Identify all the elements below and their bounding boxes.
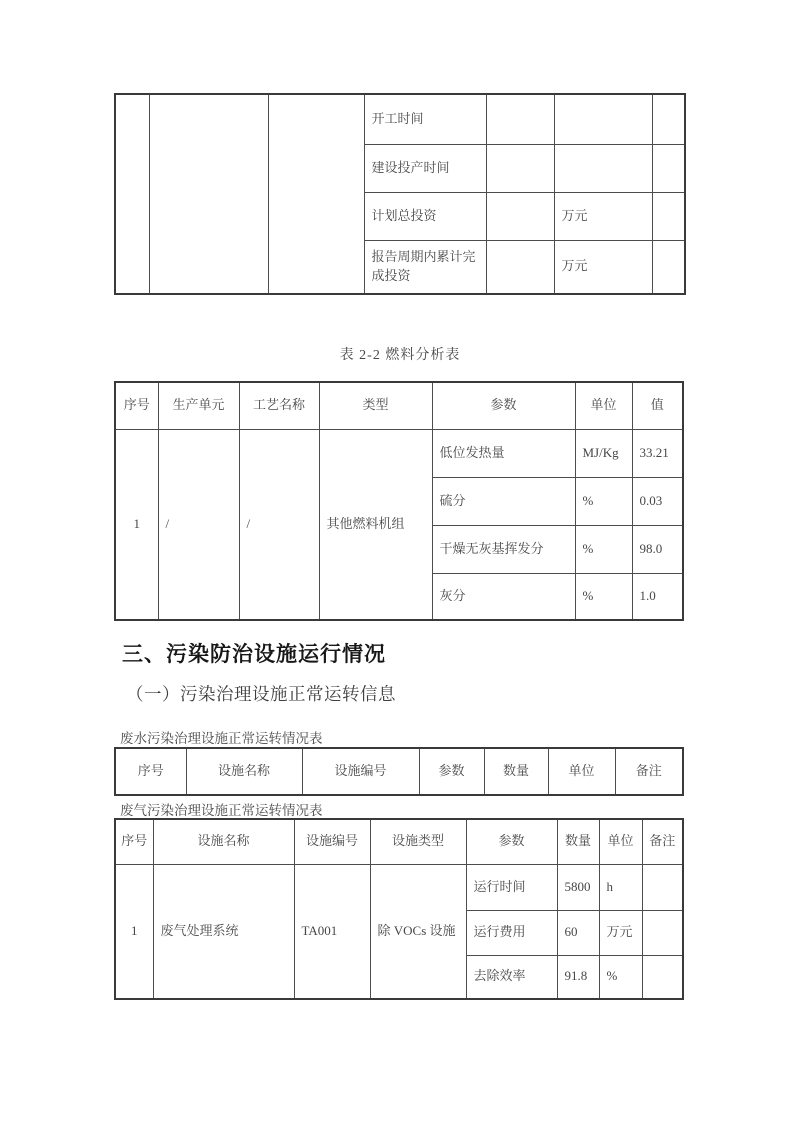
cont-row-label: 报告周期内累计完成投资 [364, 240, 486, 294]
cont-col3-merged-cell [268, 94, 364, 294]
wg-param-unit: h [599, 864, 642, 910]
fuel-param-unit: % [575, 573, 632, 620]
wg-param-name: 去除效率 [466, 955, 557, 999]
wg-param-quantity: 5800 [557, 864, 599, 910]
cont-row-note [652, 192, 685, 240]
cont-row-label: 开工时间 [364, 94, 486, 144]
wg-row-facility-type: 除 VOCs 设施 [370, 864, 466, 999]
wg-header-seq: 序号 [115, 819, 153, 864]
ww-header-note: 备注 [615, 748, 683, 795]
wg-param-note [642, 864, 683, 910]
fuel-header-param: 参数 [432, 382, 575, 429]
wg-param-name: 运行时间 [466, 864, 557, 910]
fuel-param-value: 1.0 [632, 573, 683, 620]
fuel-row-production-unit: / [158, 429, 239, 620]
cont-row-label: 建设投产时间 [364, 144, 486, 192]
ww-header-facility-code: 设施编号 [302, 748, 419, 795]
cont-row-note [652, 240, 685, 294]
ww-header-unit: 单位 [548, 748, 615, 795]
cont-row-value [486, 192, 554, 240]
cont-row-value [486, 240, 554, 294]
wg-header-note: 备注 [642, 819, 683, 864]
wg-row-seq: 1 [115, 864, 153, 999]
waste-gas-table-caption: 废气污染治理设施正常运转情况表 [120, 803, 323, 818]
wg-param-quantity: 91.8 [557, 955, 599, 999]
fuel-row-seq: 1 [115, 429, 158, 620]
wg-param-unit: % [599, 955, 642, 999]
wastewater-facility-table [114, 747, 684, 796]
cont-row-unit [554, 144, 652, 192]
fuel-header-unit: 单位 [575, 382, 632, 429]
cont-row-unit: 万元 [554, 240, 652, 294]
fuel-header-seq: 序号 [115, 382, 158, 429]
fuel-param-name: 灰分 [432, 573, 575, 620]
cont-row-unit: 万元 [554, 192, 652, 240]
fuel-header-production-unit: 生产单元 [158, 382, 239, 429]
wg-header-quantity: 数量 [557, 819, 599, 864]
wg-param-note [642, 910, 683, 955]
wg-param-name: 运行费用 [466, 910, 557, 955]
section-subheading: （一）污染治理设施正常运转信息 [126, 684, 396, 704]
ww-header-seq: 序号 [115, 748, 186, 795]
cont-row-note [652, 94, 685, 144]
wg-header-param: 参数 [466, 819, 557, 864]
fuel-analysis-table [114, 381, 684, 621]
fuel-param-value: 98.0 [632, 525, 683, 573]
fuel-row-type: 其他燃料机组 [319, 429, 432, 620]
wg-row-facility-code: TA001 [294, 864, 370, 999]
wg-header-facility-type: 设施类型 [370, 819, 466, 864]
wg-row-facility-name: 废气处理系统 [153, 864, 294, 999]
wastewater-table-caption: 废水污染治理设施正常运转情况表 [120, 731, 323, 746]
wg-param-note [642, 955, 683, 999]
fuel-header-process-name: 工艺名称 [239, 382, 319, 429]
cont-col1-merged-cell [115, 94, 149, 294]
cont-row-value [486, 94, 554, 144]
fuel-param-name: 干燥无灰基挥发分 [432, 525, 575, 573]
wg-header-facility-name: 设施名称 [153, 819, 294, 864]
fuel-header-value: 值 [632, 382, 683, 429]
fuel-table-caption: 表 2-2 燃料分析表 [339, 348, 461, 363]
project-investment-table [114, 93, 686, 295]
wg-header-facility-code: 设施编号 [294, 819, 370, 864]
fuel-param-value: 33.21 [632, 429, 683, 477]
fuel-param-name: 硫分 [432, 477, 575, 525]
fuel-param-unit: % [575, 477, 632, 525]
ww-header-param: 参数 [419, 748, 484, 795]
cont-row-unit [554, 94, 652, 144]
fuel-param-unit: % [575, 525, 632, 573]
waste-gas-facility-table [114, 818, 684, 1000]
fuel-row-process-name: / [239, 429, 319, 620]
fuel-param-unit: MJ/Kg [575, 429, 632, 477]
cont-col2-merged-cell [149, 94, 268, 294]
cont-row-value [486, 144, 554, 192]
fuel-param-value: 0.03 [632, 477, 683, 525]
wg-param-quantity: 60 [557, 910, 599, 955]
ww-header-facility-name: 设施名称 [186, 748, 302, 795]
section-heading: 三、污染防治设施运行情况 [122, 643, 386, 666]
wg-header-unit: 单位 [599, 819, 642, 864]
cont-row-note [652, 144, 685, 192]
wg-param-unit: 万元 [599, 910, 642, 955]
fuel-header-type: 类型 [319, 382, 432, 429]
cont-row-label: 计划总投资 [364, 192, 486, 240]
fuel-param-name: 低位发热量 [432, 429, 575, 477]
ww-header-quantity: 数量 [484, 748, 548, 795]
